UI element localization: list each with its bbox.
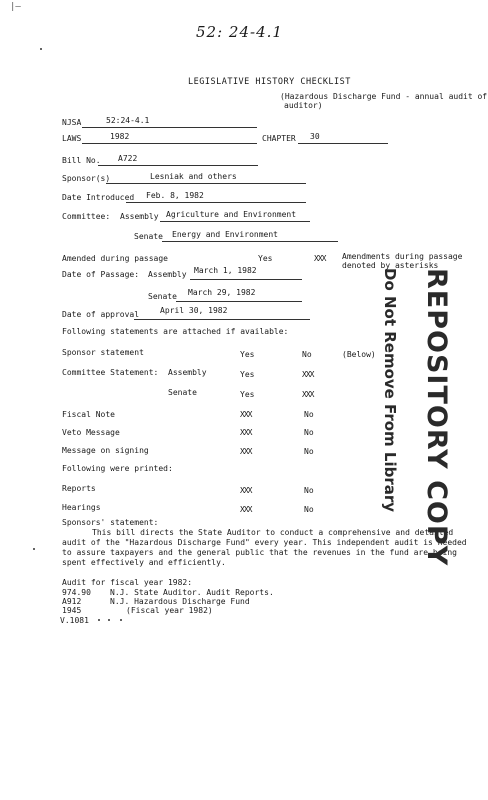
fiscal-note-no: No	[304, 410, 314, 419]
scan-speck	[120, 619, 122, 621]
committee-statement-label: Committee Statement:	[62, 368, 159, 377]
chapter-value: 30	[310, 132, 320, 141]
audit-row4-code: V.1081	[60, 616, 89, 625]
stamp-big-text: REPOSITORY COPY	[421, 268, 452, 567]
audit-row1-code: 974.90	[62, 588, 91, 597]
page-title: LEGISLATIVE HISTORY CHECKLIST	[188, 77, 351, 87]
chapter-label: CHAPTER	[262, 134, 296, 143]
sponsors-statement-line3: to assure taxpayers and the general public that the revenues in the fund are being	[62, 548, 457, 557]
veto-message-no: No	[304, 428, 314, 437]
amended-no-struck: XXX	[314, 254, 326, 263]
committee-statement-senate-yes: Yes	[240, 390, 255, 399]
sponsor-statement-note: (Below)	[342, 350, 376, 359]
hearings-label: Hearings	[62, 503, 101, 512]
subtitle-line1: (Hazardous Discharge Fund - annual audit of	[280, 92, 488, 101]
message-signing-yes: XXX	[240, 447, 252, 456]
scan-speck	[40, 48, 42, 50]
following-printed: Following were printed:	[62, 464, 173, 473]
committee-label: Committee:	[62, 212, 111, 221]
sponsors-statement-line4: spent effectively and efficiently.	[62, 558, 226, 567]
sponsors-statement-label: Sponsors' statement:	[62, 518, 159, 527]
audit-heading: Audit for fiscal year 1982:	[62, 578, 193, 587]
following-attached: Following statements are attached if available:	[62, 327, 289, 336]
reports-no: No	[304, 486, 314, 495]
audit-row2-code: A912	[62, 597, 82, 606]
repository-stamp	[374, 268, 458, 567]
amended-yes: Yes	[258, 254, 273, 263]
sponsor-statement-no: No	[302, 350, 312, 359]
approval-label: Date of approval	[62, 310, 140, 319]
hearings-no: No	[304, 505, 314, 514]
message-signing-no: No	[304, 447, 314, 456]
reports-label: Reports	[62, 484, 96, 493]
audit-row3-text: (Fiscal year 1982)	[126, 606, 213, 615]
committee-statement-senate-label: Senate	[168, 388, 197, 397]
laws-field	[82, 132, 257, 144]
scan-speck	[33, 548, 35, 550]
scan-speck	[98, 619, 100, 621]
sponsors-statement-line1: This bill directs the State Auditor to conduct a comprehensive and detailed	[92, 528, 454, 537]
reports-yes: XXX	[240, 486, 252, 495]
audit-row1-text: N.J. State Auditor. Audit Reports.	[110, 588, 274, 597]
approval-value: April 30, 1982	[160, 306, 228, 315]
committee-statement-assembly-label: Assembly	[168, 368, 207, 377]
amended-note-line2: denoted by asterisks	[342, 261, 439, 270]
committee-statement-assembly-yes: Yes	[240, 370, 255, 379]
njsa-value: 52:24-4.1	[106, 116, 150, 125]
subtitle-line2: auditor)	[284, 101, 323, 110]
passage-assembly-label: Assembly	[148, 270, 187, 279]
veto-message-yes: XXX	[240, 428, 252, 437]
sponsor-statement-label: Sponsor statement	[62, 348, 144, 357]
date-introduced-label: Date Introduced	[62, 193, 135, 202]
amended-label: Amended during passage	[62, 254, 168, 263]
passage-senate-label: Senate	[148, 292, 177, 301]
handwritten-number: 52: 24-4.1	[196, 23, 283, 41]
sponsors-label: Sponsor(s)	[62, 174, 111, 183]
laws-value: 1982	[110, 132, 130, 141]
committee-assembly-value: Agriculture and Environment	[166, 210, 297, 219]
audit-row2-text: N.J. Hazardous Discharge Fund	[110, 597, 250, 606]
scan-speck	[108, 619, 110, 621]
fiscal-note-label: Fiscal Note	[62, 410, 115, 419]
sponsor-statement-yes: Yes	[240, 350, 255, 359]
committee-statement-assembly-no: XXX	[302, 370, 314, 379]
bill-label: Bill No.	[62, 156, 101, 165]
veto-message-label: Veto Message	[62, 428, 120, 437]
committee-senate-label: Senate	[134, 232, 163, 241]
date-introduced-value: Feb. 8, 1982	[146, 191, 204, 200]
amended-note-line1: Amendments during passage	[342, 252, 463, 261]
hearings-yes: XXX	[240, 505, 252, 514]
sponsors-value: Lesniak and others	[150, 172, 237, 181]
passage-label: Date of Passage:	[62, 270, 140, 279]
corner-mark: |–	[10, 2, 21, 12]
committee-statement-senate-no: XXX	[302, 390, 314, 399]
audit-row3-code: 1945	[62, 606, 82, 615]
committee-senate-value: Energy and Environment	[172, 230, 278, 239]
passage-senate-value: March 29, 1982	[188, 288, 256, 297]
sponsors-statement-line2: audit of the "Hazardous Discharge Fund" every year. This independent audit is needed	[62, 538, 467, 547]
committee-assembly-label: Assembly	[120, 212, 159, 221]
stamp-small-text: Do Not Remove From Library	[381, 268, 399, 513]
message-signing-label: Message on signing	[62, 446, 149, 455]
laws-label: LAWS	[62, 134, 82, 143]
passage-assembly-value: March 1, 1982	[194, 266, 257, 275]
njsa-label: NJSA	[62, 118, 82, 127]
fiscal-note-yes: XXX	[240, 410, 252, 419]
bill-value: A722	[118, 154, 138, 163]
